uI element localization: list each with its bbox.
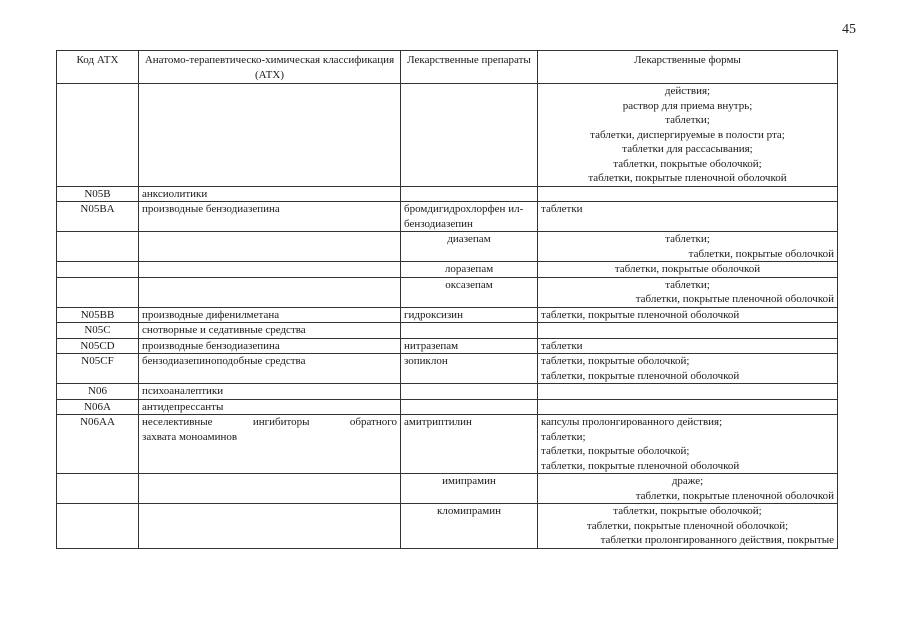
drug-cell: бромдигидрохлорфен ил-бензодиазепин (401, 202, 538, 232)
drug-cell: зопиклон (401, 354, 538, 384)
classification-cell (139, 504, 401, 549)
atc-code-cell (57, 262, 139, 278)
classification-cell: анксиолитики (139, 186, 401, 202)
table-row (57, 338, 838, 354)
table-row (57, 415, 838, 474)
drug-cell (401, 323, 538, 339)
atc-code-cell (57, 474, 139, 504)
atc-code-cell: N05CF (57, 354, 139, 384)
header-classification: Анатомо-терапевтическо-химическая классификация (АТХ) (139, 51, 401, 84)
table-row (57, 307, 838, 323)
header-dosage-forms: Лекарственные формы (538, 51, 838, 84)
classification-cell: антидепрессанты (139, 399, 401, 415)
drug-cell (401, 399, 538, 415)
drug-cell: лоразепам (401, 262, 538, 278)
dosage-form: драже; (671, 475, 704, 487)
atc-code-cell: N05BB (57, 307, 139, 323)
drug-cell (401, 384, 538, 400)
dosage-form: таблетки; (665, 114, 710, 126)
dosage-form: раствор для приема внутрь; (622, 99, 753, 112)
table-header-row (57, 51, 838, 84)
table-row (57, 232, 838, 262)
dosage-form: таблетки, покрытые оболочкой; (541, 445, 690, 457)
classification-cell: производные бензодиазепина (139, 202, 401, 232)
drug-cell: кломипрамин (401, 504, 538, 549)
dosage-forms-cell (538, 415, 838, 474)
dosage-forms-cell (538, 186, 838, 202)
atc-code-cell: N05C (57, 323, 139, 339)
dosage-form: таблетки, покрытые оболочкой (688, 247, 834, 260)
table-row (57, 474, 838, 504)
drug-cell: гидроксизин (401, 307, 538, 323)
classification-cell: производные дифенилметана (139, 307, 401, 323)
table-row (57, 84, 838, 187)
dosage-form: таблетки, покрытые пленочной оболочкой (541, 459, 740, 472)
atc-code-cell: N05B (57, 186, 139, 202)
classification-line: неселективные ингибиторы обратного (142, 416, 397, 428)
header-atc-code: Код АТХ (57, 51, 139, 84)
dosage-form: таблетки, покрытые пленочной оболочкой; (586, 519, 789, 532)
classification-cell: снотворные и седативные средства (139, 323, 401, 339)
dosage-forms-cell (538, 232, 838, 262)
classification-cell (139, 84, 401, 187)
atc-code-cell: N05CD (57, 338, 139, 354)
dosage-form: таблетки, покрытые пленочной оболочкой (588, 172, 787, 184)
dosage-form: таблетки, покрытые пленочной оболочкой (541, 369, 740, 382)
dosage-form: таблетки пролонгированного действия, покрытые (600, 534, 834, 546)
atc-code-cell (57, 504, 139, 549)
dosage-forms-cell (538, 323, 838, 339)
dosage-forms-cell (538, 202, 838, 232)
page-number: 45 (842, 22, 856, 37)
classification-line: захвата моноаминов (142, 430, 238, 443)
dosage-forms-cell (538, 307, 838, 323)
atc-code-cell: N06AA (57, 415, 139, 474)
dosage-form: таблетки; (665, 278, 710, 291)
dosage-form: таблетки (541, 339, 583, 352)
dosage-form: таблетки, покрытые пленочной оболочкой (541, 308, 740, 321)
classification-cell: производные бензодиазепина (139, 338, 401, 354)
table-row (57, 262, 838, 278)
drug-cell (401, 186, 538, 202)
classification-cell (139, 415, 401, 474)
drug-cell: амитриптилин (401, 415, 538, 474)
classification-cell: психоаналептики (139, 384, 401, 400)
dosage-form: таблетки, покрытые оболочкой; (541, 355, 690, 367)
dosage-form: действия; (664, 85, 711, 97)
dosage-form: таблетки (541, 203, 583, 215)
dosage-forms-cell (538, 84, 838, 187)
dosage-form: таблетки, покрытые пленочной оболочкой (635, 293, 834, 305)
dosage-forms-cell (538, 262, 838, 278)
classification-cell (139, 232, 401, 262)
atc-code-cell: N06 (57, 384, 139, 400)
atc-code-cell (57, 84, 139, 187)
dosage-form: таблетки; (665, 233, 710, 245)
drug-cell (401, 84, 538, 187)
dosage-form: таблетки для рассасывания; (622, 143, 753, 155)
atc-code-cell: N05BA (57, 202, 139, 232)
header-drugs: Лекарственные препараты (401, 51, 538, 84)
dosage-form: таблетки, покрытые оболочкой (614, 263, 761, 275)
table-row (57, 186, 838, 202)
table-row (57, 323, 838, 339)
table-row (57, 202, 838, 232)
dosage-form: таблетки; (541, 430, 586, 443)
classification-cell (139, 474, 401, 504)
drug-cell: оксазепам (401, 277, 538, 307)
table-row (57, 277, 838, 307)
dosage-forms-cell (538, 474, 838, 504)
dosage-form: капсулы пролонгированного действия; (541, 416, 723, 428)
dosage-forms-cell (538, 399, 838, 415)
table-row (57, 384, 838, 400)
atc-drug-table (56, 50, 838, 549)
drug-cell: нитразепам (401, 338, 538, 354)
atc-code-cell (57, 232, 139, 262)
atc-code-cell (57, 277, 139, 307)
dosage-forms-cell (538, 354, 838, 384)
table-row (57, 399, 838, 415)
classification-cell: бензодиазепиноподобные средства (139, 354, 401, 384)
table-row (57, 354, 838, 384)
atc-code-cell: N06A (57, 399, 139, 415)
dosage-form: таблетки, покрытые оболочкой; (613, 157, 762, 170)
drug-cell: имипрамин (401, 474, 538, 504)
dosage-form: таблетки, покрытые оболочкой; (613, 505, 762, 517)
dosage-form: таблетки, покрытые пленочной оболочкой (635, 489, 834, 502)
dosage-forms-cell (538, 338, 838, 354)
dosage-forms-cell (538, 504, 838, 549)
classification-cell (139, 277, 401, 307)
drug-cell: диазепам (401, 232, 538, 262)
table-row (57, 504, 838, 549)
dosage-forms-cell (538, 384, 838, 400)
classification-cell (139, 262, 401, 278)
dosage-forms-cell (538, 277, 838, 307)
dosage-form: таблетки, диспергируемые в полости рта; (590, 128, 785, 141)
